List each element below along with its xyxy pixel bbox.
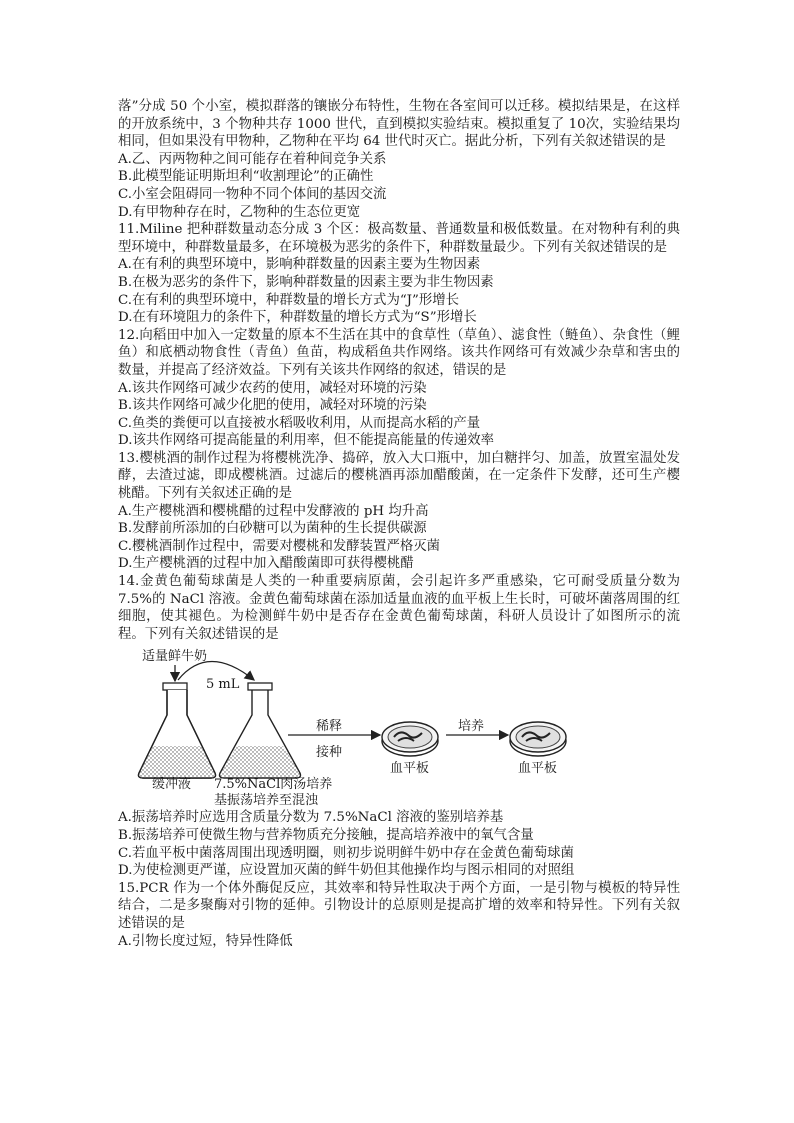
q12-option-a: A.该共作网络可减少农药的使用，减轻对环境的污染 [118,380,427,396]
inoculate-label: 接种 [316,745,343,761]
q12-option-b: B.该共作网络可减少化肥的使用，减轻对环境的污染 [118,398,427,414]
q13-option-a: A.生产樱桃酒和樱桃醋的过程中发酵液的 pH 均升高 [118,503,429,519]
q14-option-a: A.振荡培养时应选用含质量分数为 7.5%NaCl 溶液的鉴别培养基 [118,810,504,826]
q14-option-d: D.为使检测更严谨，应设置加灭菌的鲜牛奶但其他操作均与图示相同的对照组 [118,863,575,879]
q11-option-a: A.在有利的典型环境中，影响种群数量的因素主要为生物因素 [118,257,481,273]
q12-option-d: D.该共作网络可提高能量的利用率，但不能提高能量的传递效率 [118,433,495,449]
volume-label: 5 mL [206,677,240,693]
q14-option-c: C.若血平板中菌落周围出现透明圈，则初步说明鲜牛奶中存在金黄色葡萄球菌 [118,845,574,861]
q10-option-c: C.小室会阻碍同一物种不同个体间的基因交流 [118,186,387,202]
broth-flask-icon [220,683,301,778]
broth-label-line-1: 7.5%NaCl肉汤培养 [214,777,333,793]
q11-option-d: D.在有环境阻力的条件下，种群数量的增长方式为“S”形增长 [118,310,477,326]
blood-plate-1-icon [382,722,438,756]
q14-stem: 14.金黄色葡萄球菌是人类的一种重要病原菌，会引起许多严重感染，它可耐受质量分数为 7.5%的 NaCl 溶液。金黄色葡萄球菌在添加适量血液的血平板上生长时，可破坏菌落周围的红细胞，使其褪色。为检测鲜牛奶中是否存在金黄色葡萄球菌，科研人员设计了如图所示的流程。下列有关叙述错误的是 [118,574,680,642]
q11-option-b: B.在极为恶劣的条件下，影响种群数量的因素主要为非生物因素 [118,274,494,290]
q11-stem: 11.Miline 把种群数量动态分成 3 个区：极高数量、普通数量和极低数量。在对物种有利的典型环境中，种群数量最多，在环境极为恶劣的条件下，种群数量最少。下列有关叙述错误的是 [118,222,680,255]
exam-page [118,98,680,950]
q14-option-b: B.振荡培养可使微生物与营养物质充分接触，提高培养液中的氧气含量 [118,828,534,843]
q15-stem: 15.PCR 作为一个体外酶促反应，其效率和特异性取决于两个方面，一是引物与模板的特异性结合，二是多聚酶对引物的延伸。引物设计的总原则是提高扩增的效率和特异性。下列有关叙述错误的是 [118,880,680,931]
q13-option-b: B.发酵前所添加的白砂糖可以为菌种的生长提供碳源 [118,521,427,537]
q10-option-b: B.此模型能证明斯坦利“收割理论”的正确性 [118,169,374,185]
q12-stem: 12.向稻田中加入一定数量的原本不生活在其中的食草性（草鱼）、滤食性（鲢鱼）、杂食性（鲤鱼）和底栖动物食性（青鱼）鱼苗，构成稻鱼共作网络。该共作网络可有效减少杂草和害虫的数量，并提高了经济效益。下列有关该共作网络的叙述，错误的是 [118,327,680,378]
q13-option-d: D.生产樱桃酒的过程中加入醋酸菌即可获得樱桃醋 [118,556,414,572]
q14-flow-diagram [118,645,580,809]
q11-option-c: C.在有利的典型环境中，种群数量的增长方式为“J”形增长 [118,292,460,308]
culture-label: 培养 [458,719,485,735]
q15-option-a: A.引物长度过短，特异性降低 [118,933,293,949]
blood-plate-2-icon [510,722,566,756]
plate-label-1: 血平板 [390,761,430,777]
buffer-flask-icon [139,683,216,778]
q13-option-c: C.樱桃酒制作过程中，需要对樱桃和发酵装置严格灭菌 [118,538,441,554]
q10-stem: 落”分成 50 个小室，模拟群落的镶嵌分布特性，生物在各室间可以迁移。模拟结果是，在这样的开放系统中，3 个物种共存 1000 世代，直到模拟实验结束。模拟重复了 10次，实验结果均相同，但如果没有甲物种，乙物种在平均 64 世代时灭亡。据此分析，下列有关叙述错误的是 [118,99,680,150]
broth-label-line-2: 基振荡培养至混浊 [214,793,319,809]
q13-stem: 13.樱桃酒的制作过程为将樱桃洗净、捣碎，放入大口瓶中，加白糖拌匀、加盖，放置室温处发酵，去渣过滤，即成樱桃酒。过滤后的樱桃酒再添加醋酸菌，在一定条件下发酵，还可生产樱桃醋。下列有关叙述正确的是 [118,450,680,502]
dilute-label: 稀释 [316,719,343,735]
q12-option-c: C.鱼类的粪便可以直接被水稻吸收利用，从而提高水稻的产量 [118,415,481,431]
milk-label: 适量鲜牛奶 [142,649,208,665]
plate-label-2: 血平板 [518,761,558,777]
buffer-label: 缓冲液 [152,777,192,793]
q10-option-a: A.乙、丙两物种之间可能存在着种间竞争关系 [118,151,387,167]
q10-option-d: D.有甲物种存在时，乙物种的生态位更宽 [118,204,361,220]
